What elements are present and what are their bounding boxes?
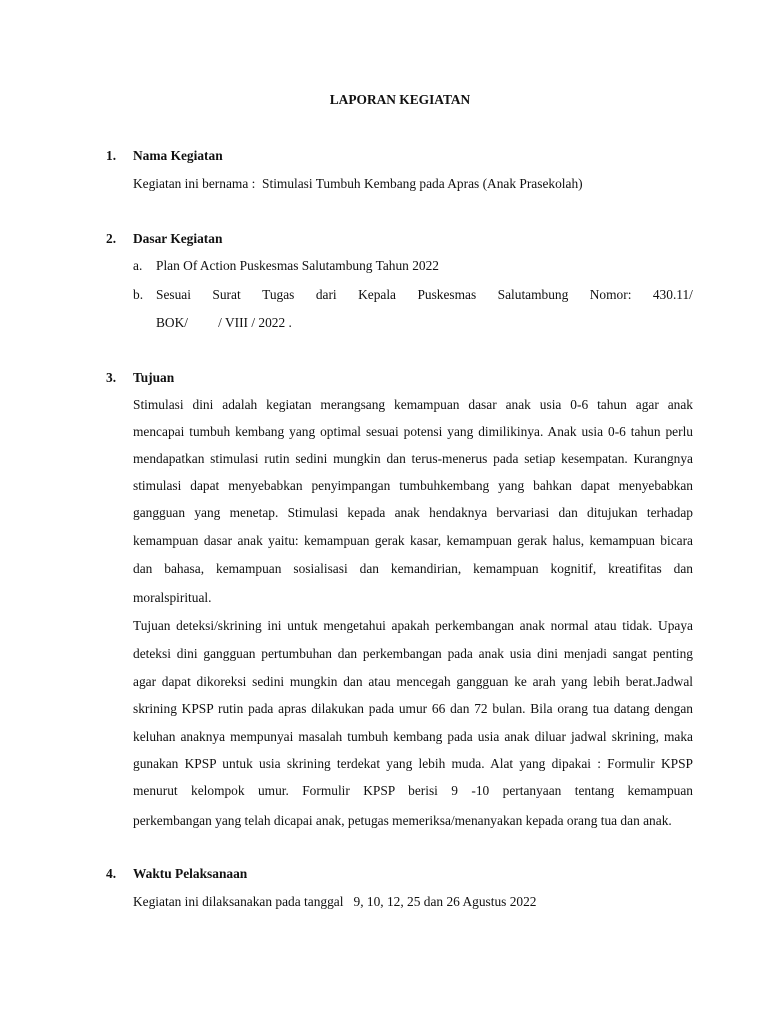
item-b-word: Sesuai xyxy=(156,287,191,302)
section-4-number: 4. xyxy=(106,866,117,881)
item-b-text xyxy=(156,287,693,303)
paragraph-2-line: deteksi dini gangguan pertumbuhan dan perkembangan pada anak usia dini menjadi sangat penting xyxy=(133,646,693,661)
section-3-number: 3. xyxy=(106,370,117,385)
paragraph-1-line: Stimulasi dini adalah kegiatan merangsang kemampuan dasar anak usia 0-6 tahun agar anak xyxy=(133,397,693,412)
section-4-text: Kegiatan ini dilaksanakan pada tanggal 9, 10, 12, 25 dan 26 Agustus 2022 xyxy=(133,894,537,909)
item-a-text: Plan Of Action Puskesmas Salutambung Tahun 2022 xyxy=(156,258,439,273)
item-b-word: dari xyxy=(315,287,337,302)
paragraph-2-line: gunakan KPSP untuk usia skrining terdekat yang lebih muda. Alat yang dipakai : Formulir KPSP xyxy=(133,756,693,771)
paragraph-1-line: moralspiritual. xyxy=(133,590,212,605)
section-1-text: Kegiatan ini bernama : Stimulasi Tumbuh Kembang pada Apras (Anak Prasekolah) xyxy=(133,176,583,191)
item-b-word: Tugas xyxy=(262,287,295,302)
paragraph-2-line: menurut kelompok umur. Formulir KPSP berisi 9 -10 pertanyaan tentang kemampuan xyxy=(133,783,693,798)
item-b-word: 430.11/ xyxy=(652,287,693,302)
item-b-word: Kepala xyxy=(358,287,396,302)
document-title: LAPORAN KEGIATAN xyxy=(329,92,471,107)
item-b-continuation: BOK/ / VIII / 2022 . xyxy=(156,315,292,330)
section-2-number: 2. xyxy=(106,231,117,246)
paragraph-2-line: Tujuan deteksi/skrining ini untuk mengetahui apakah perkembangan anak normal atau tidak. Upaya xyxy=(133,618,693,633)
section-1-heading: Nama Kegiatan xyxy=(133,148,223,163)
paragraph-1-line: mendapatkan stimulasi rutin sedini mungkin dan terus-menerus pada setiap kesempatan. Kurangnya xyxy=(133,451,693,466)
section-4-heading: Waktu Pelaksanaan xyxy=(133,866,248,881)
item-b-word: Nomor: xyxy=(589,287,632,302)
paragraph-1-line: dan bahasa, kemampuan sosialisasi dan kemandirian, kemampuan kognitif, kreatifitas dan xyxy=(133,561,693,576)
section-2-heading: Dasar Kegiatan xyxy=(133,231,223,246)
item-b-word: Surat xyxy=(212,287,241,302)
paragraph-2-line: skrining KPSP rutin pada apras dilakukan pada umur 66 dan 72 bulan. Bila orang tua datang dengan xyxy=(133,701,693,716)
paragraph-1-line: kemampuan dasar anak yaitu: kemampuan gerak kasar, kemampuan gerak halus, kemampuan bicara xyxy=(133,533,693,548)
section-1-number: 1. xyxy=(106,148,117,163)
paragraph-2-line: agar dapat dikoreksi sedini mungkin dan atau mencegah gangguan ke arah yang lebih berat.Jadwal xyxy=(133,674,693,689)
item-b-letter: b. xyxy=(133,287,144,302)
paragraph-1-line: stimulasi dapat menyebabkan penyimpangan tumbuhkembang yang bahkan dapat menyebabkan xyxy=(133,478,693,493)
paragraph-2-line: keluhan anaknya mempunyai masalah tumbuh kembang pada usia anak diluar jadwal skrining, maka xyxy=(133,729,693,744)
item-b-word: Puskesmas xyxy=(417,287,477,302)
section-3-heading: Tujuan xyxy=(133,370,175,385)
paragraph-1-line: gangguan yang menetap. Stimulasi kepada anak hendaknya bervariasi dan ditujukan terhadap xyxy=(133,505,693,520)
paragraph-1-line: mencapai tumbuh kembang yang optimal sesuai potensi yang dimilikinya. Anak usia 0-6 tahun perlu xyxy=(133,424,693,439)
item-b-word: Salutambung xyxy=(497,287,569,302)
item-a-letter: a. xyxy=(133,258,143,273)
paragraph-2-line: perkembangan yang telah dicapai anak, petugas memeriksa/menanyakan kepada orang tua dan anak. xyxy=(133,813,672,828)
